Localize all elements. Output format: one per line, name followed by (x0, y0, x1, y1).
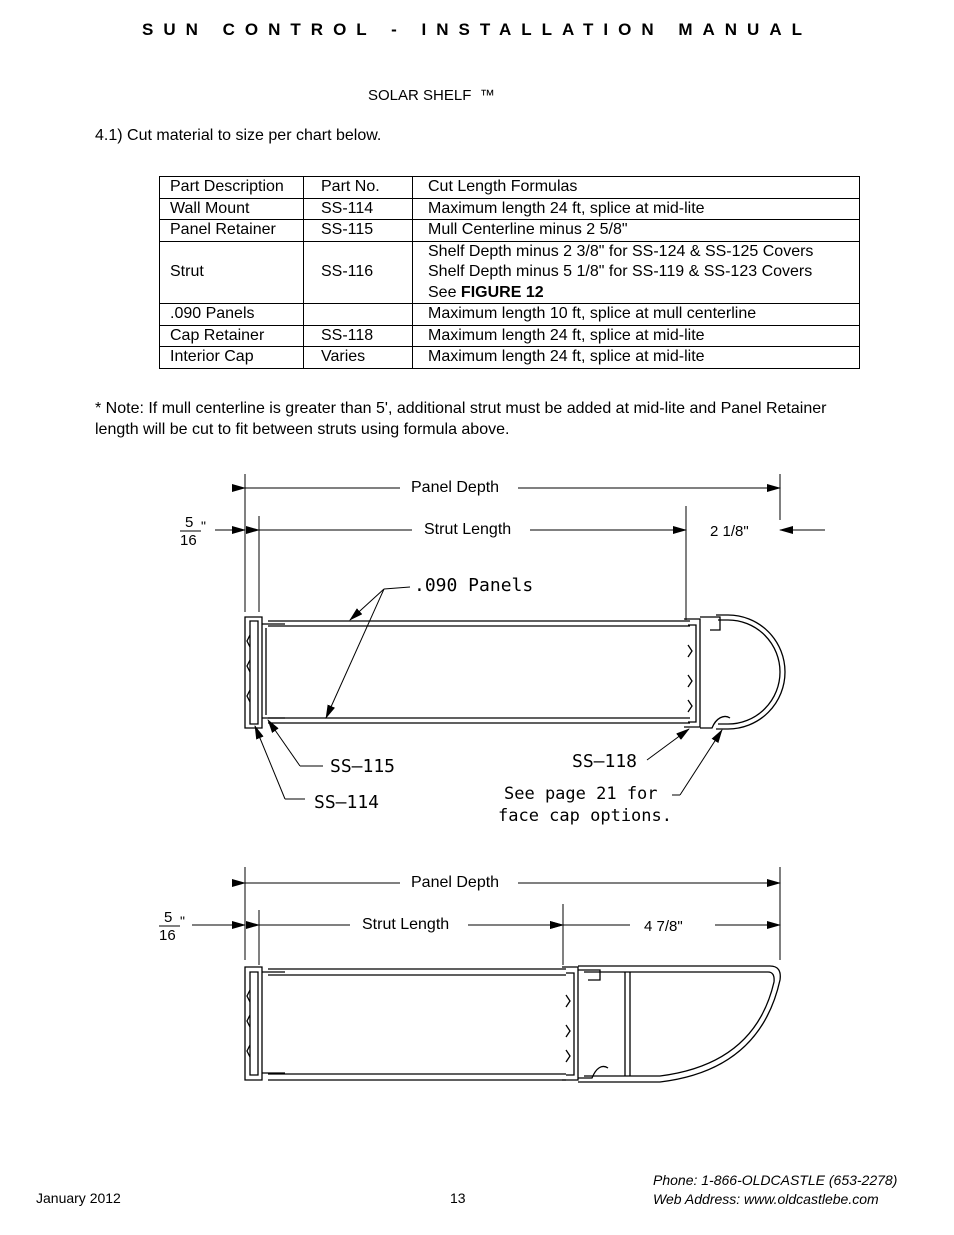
table-header: Cut Length Formulas (413, 177, 860, 199)
face-cap-note-line1: See page 21 for (504, 784, 658, 804)
ss115-callout: SS–115 (330, 756, 396, 777)
footer-contact (653, 1171, 897, 1209)
cut-formula (413, 241, 860, 304)
face-cap-note-line2: face cap options. (498, 806, 672, 826)
cut-formula: Maximum length 10 ft, splice at mull centerline (413, 304, 860, 326)
page-number: 13 (450, 1190, 466, 1206)
part-description: Cap Retainer (160, 325, 304, 347)
step-instruction: 4.1) Cut material to size per chart below. (95, 127, 382, 144)
strut-length-label: Strut Length (424, 521, 512, 538)
cut-formula-line: Shelf Depth minus 2 3/8" for SS-124 & SS-125 Covers (428, 242, 814, 260)
table-row (160, 325, 860, 347)
footer-web: Web Address: www.oldcastlebe.com (653, 1191, 879, 1207)
table-header-row (160, 177, 860, 199)
part-number: SS-115 (304, 220, 413, 242)
ss118-callout: SS–118 (572, 751, 638, 772)
cut-formula: Mull Centerline minus 2 5/8" (413, 220, 860, 242)
part-number: SS-118 (304, 325, 413, 347)
table-row (160, 347, 860, 369)
part-number: SS-114 (304, 198, 413, 220)
offset-numerator: 5 (164, 909, 173, 926)
offset-unit: " (201, 518, 206, 534)
part-number (304, 304, 413, 326)
strut-note: * Note: If mull centerline is greater than 5', additional strut must be added at mid-lite and Panel Retainer length will be cut to fit between struts using formula above. (95, 400, 827, 438)
cut-formula: Maximum length 24 ft, splice at mid-lite (413, 198, 860, 220)
section-title (368, 87, 495, 104)
section-title-text: SOLAR SHELF (368, 87, 472, 104)
panels-callout: .090 Panels (414, 575, 534, 596)
cap-dimension-label: 4 7/8" (644, 918, 683, 935)
panel-depth-label: Panel Depth (411, 479, 500, 496)
shelf-profile-1 (245, 615, 785, 729)
offset-numerator: 5 (185, 514, 194, 531)
cut-formula: Maximum length 24 ft, splice at mid-lite (413, 325, 860, 347)
ss114-callout: SS–114 (314, 792, 380, 813)
figure-reference-link: FIGURE 12 (460, 283, 544, 301)
offset-unit: " (180, 913, 185, 929)
part-description: Wall Mount (160, 198, 304, 220)
solar-shelf-large-cap-diagram (0, 860, 954, 1100)
cut-formula-line: Shelf Depth minus 5 1/8" for SS-119 & SS-123 Covers (428, 263, 813, 280)
figure-reference-prefix: See (428, 283, 461, 301)
panel-depth-label: Panel Depth (411, 874, 500, 891)
table-header: Part No. (304, 177, 413, 199)
strut-length-label: Strut Length (362, 916, 450, 933)
offset-denominator: 16 (180, 532, 197, 549)
shelf-profile-2 (245, 966, 780, 1082)
table-row (160, 220, 860, 242)
cap-dimension-label: 2 1/8" (710, 523, 749, 540)
trademark-symbol: ™ (479, 87, 495, 104)
solar-shelf-round-cap-diagram (0, 460, 954, 840)
part-description: Interior Cap (160, 347, 304, 369)
table-row (160, 198, 860, 220)
table-header: Part Description (160, 177, 304, 199)
part-description: Panel Retainer (160, 220, 304, 242)
page-header: SUN CONTROL - INSTALLATION MANUAL (142, 20, 812, 39)
part-number: Varies (304, 347, 413, 369)
part-description: Strut (160, 241, 304, 304)
footer-phone: Phone: 1-866-OLDCASTLE (653-2278) (653, 1172, 898, 1188)
cut-formula: Maximum length 24 ft, splice at mid-lite (413, 347, 860, 369)
part-description: .090 Panels (160, 304, 304, 326)
table-row (160, 241, 860, 304)
offset-denominator: 16 (159, 927, 176, 944)
table-row (160, 304, 860, 326)
figure-reference (428, 283, 849, 304)
cut-length-table (159, 176, 860, 369)
part-number: SS-116 (304, 241, 413, 304)
footer-date: January 2012 (36, 1190, 121, 1206)
